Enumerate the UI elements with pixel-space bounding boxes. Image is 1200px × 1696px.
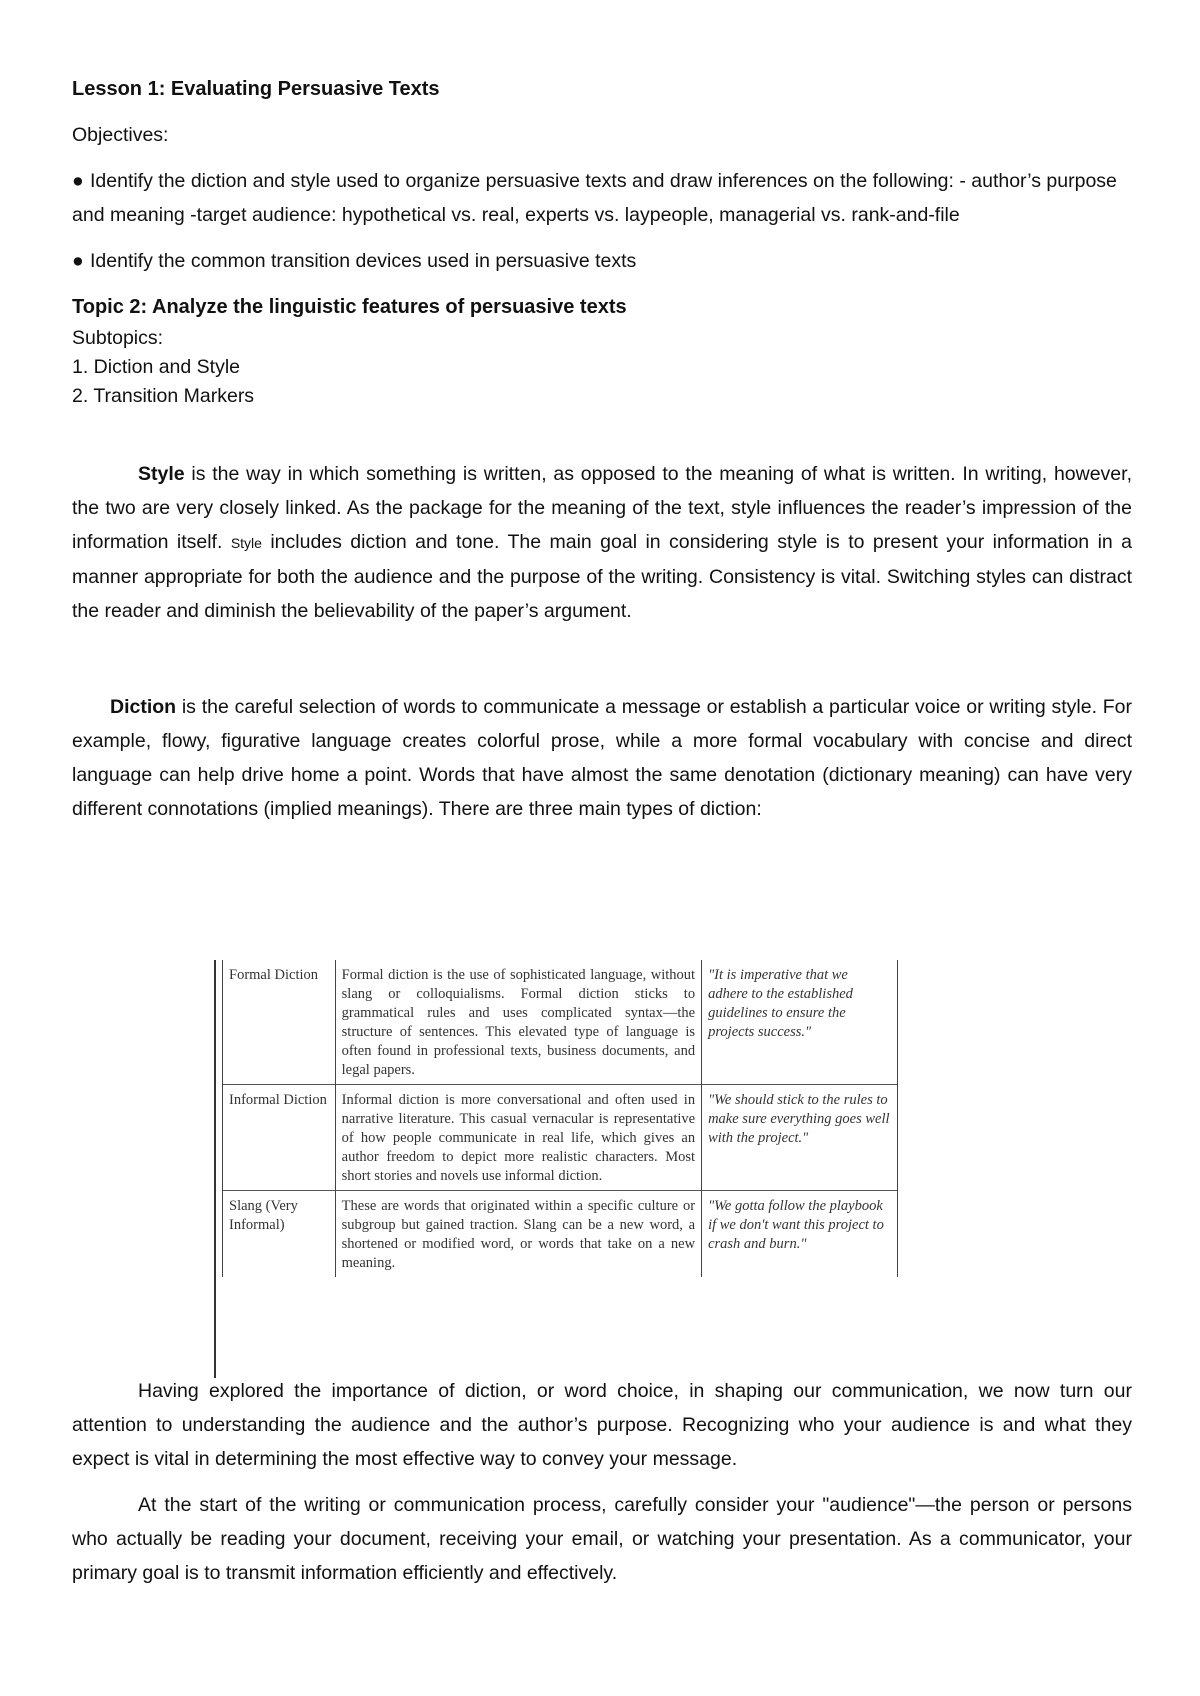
diction-type-cell: Informal Diction — [223, 1085, 336, 1191]
diction-type-cell: Slang (Very Informal) — [223, 1191, 336, 1278]
style-paragraph — [72, 457, 1132, 628]
diction-description-cell: Informal diction is more conversational and often used in narrative literature. This casual vernacular is representative of how people communicate in real life, which gives an author freedom to depict more realistic characters. Most short stories and novels use informal diction. — [335, 1085, 701, 1191]
diction-description-cell: Formal diction is the use of sophisticated language, without slang or colloquialisms. Formal diction sticks to grammatical rules and uses complicated syntax—the structure of sentences. This elevated type of language is often found in professional texts, business documents, and legal papers. — [335, 960, 701, 1085]
objective-item — [72, 244, 1132, 278]
diction-term: Diction — [110, 696, 177, 718]
objective-text: Identify the common transition devices used in persuasive texts — [90, 250, 637, 272]
post-table-content — [72, 1374, 1132, 1590]
table-row — [223, 960, 898, 1085]
main-content — [72, 72, 1132, 826]
subtopics-label: Subtopics: — [72, 327, 164, 349]
bullet-icon: ● — [72, 250, 84, 272]
transition-paragraph: Having explored the importance of diction, or word choice, in shaping our communication, we now turn our attention to understanding the audience and the author’s purpose. Recognizing who your audience is and what they expect is vital in determining the most effective way to convey your message. — [72, 1380, 1132, 1470]
lesson-title: Lesson 1: Evaluating Persuasive Texts — [72, 78, 440, 100]
style-term: Style — [138, 463, 185, 485]
diction-table — [222, 960, 898, 1277]
objectives-label: Objectives: — [72, 124, 169, 146]
diction-text: is the careful selection of words to communicate a message or establish a particular voice or writing style. For example, flowy, figurative language creates colorful prose, while a more formal vocabulary with concise and direct language can help drive home a point. Words that have almost the same denotation (dictionary meaning) can have very different connotations (implied meanings). There are three main types of diction: — [72, 696, 1132, 820]
table-row — [223, 1191, 898, 1278]
objective-item — [72, 164, 1132, 232]
diction-paragraph — [72, 690, 1132, 826]
table-row — [223, 1085, 898, 1191]
audience-paragraph: At the start of the writing or communication process, carefully consider your "audience"—the person or persons who actually be reading your document, receiving your email, or watching your presentation. As a communicator, your primary goal is to transmit information efficiently and effectively. — [72, 1494, 1132, 1584]
diction-example-cell: "We should stick to the rules to make sure everything goes well with the project." — [702, 1085, 898, 1191]
subtopic-item: 2. Transition Markers — [72, 385, 255, 407]
diction-example-cell: "It is imperative that we adhere to the established guidelines to ensure the projects success." — [702, 960, 898, 1085]
diction-example-cell: "We gotta follow the playbook if we don't want this project to crash and burn." — [702, 1191, 898, 1278]
objective-text: Identify the diction and style used to organize persuasive texts and draw inferences on the following: - author’s purpose and meaning -target audience: hypothetical vs. real, experts vs. laypeople, managerial vs. rank-and-file — [72, 170, 1117, 226]
table-left-rule — [214, 960, 216, 1378]
style-text-a: is the way in which something is written, as opposed to the meaning of what is written. In writing, however, the two are very closely linked. As the package for the meaning of the text, style influences the reader’s impression of the information itself. — [72, 463, 1132, 553]
diction-type-cell: Formal Diction — [223, 960, 336, 1085]
style-small-word: Style — [230, 535, 262, 551]
subtopic-item: 1. Diction and Style — [72, 356, 241, 378]
style-text-b: includes diction and tone. The main goal in considering style is to present your information in a manner appropriate for both the audience and the purpose of the writing. Consistency is vital. Switching styles can distract the reader and diminish the believability of the paper’s argument. — [72, 531, 1133, 622]
topic-title: Topic 2: Analyze the linguistic features of persuasive texts — [72, 296, 627, 318]
diction-description-cell: These are words that originated within a specific culture or subgroup but gained traction. Slang can be a new word, a shortened or modified word, or words that take on a new meaning. — [335, 1191, 701, 1278]
bullet-icon: ● — [72, 170, 84, 192]
